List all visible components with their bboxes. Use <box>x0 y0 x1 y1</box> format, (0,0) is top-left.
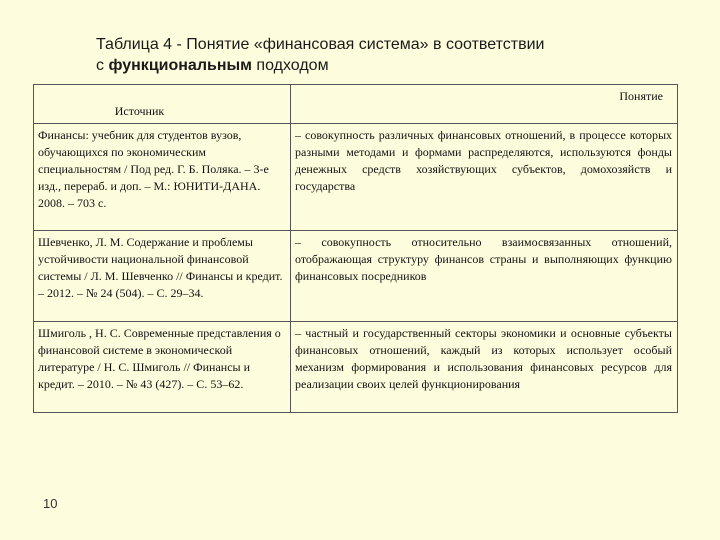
table-row <box>34 124 678 231</box>
source-cell: Финансы: учебник для студентов вузов, обучающихся по экономическим специальностям / Под ред. Г. Б. Поляка. – 3-е изд., перераб. и доп. – М.: ЮНИТИ-ДАНА. 2008. – 703 с. <box>34 124 291 231</box>
caption-prefix: с <box>96 57 109 74</box>
definition-cell: – совокупность относительно взаимосвязанных отношений, отображающая структуру финансов страны и выполняющих функцию финансовых посредников <box>291 231 678 322</box>
table-row <box>34 322 678 413</box>
source-cell: Шмиголь , Н. С. Современные представления о финансовой системе в экономической литературе / Н. С. Шмиголь // Финансы и кредит. – 2010. – № 43 (427). – С. 53–62. <box>34 322 291 413</box>
caption-suffix: подходом <box>251 57 329 74</box>
header-source: Источник <box>34 85 291 124</box>
caption-line-1: Таблица 4 - Понятие «финансовая система» в соответствии <box>96 36 545 53</box>
table-caption <box>96 34 696 76</box>
caption-bold-word: функциональным <box>108 57 252 74</box>
definitions-table <box>33 84 678 413</box>
table-header-row <box>34 85 678 124</box>
definition-cell: – частный и государственный секторы экономики и основные субъекты финансовых отношений, каждый из которых использует особый механизм формирования и использования финансовых ресурсов для реализации своих целей функционирования <box>291 322 678 413</box>
table-row <box>34 231 678 322</box>
header-concept: Понятие <box>291 85 678 124</box>
page-number: 10 <box>43 496 58 511</box>
source-cell: Шевченко, Л. М. Содержание и проблемы устойчивости национальной финансовой системы / Л. М. Шевченко // Финансы и кредит. – 2012. – № 24 (504). – С. 29–34. <box>34 231 291 322</box>
definition-cell: – совокупность различных финансовых отношений, в процессе которых разными методами и формами распределяются, используются фонды денежных средств хозяйствующих субъектов, домохозяйств и государства <box>291 124 678 231</box>
caption-line-2 <box>96 55 696 76</box>
